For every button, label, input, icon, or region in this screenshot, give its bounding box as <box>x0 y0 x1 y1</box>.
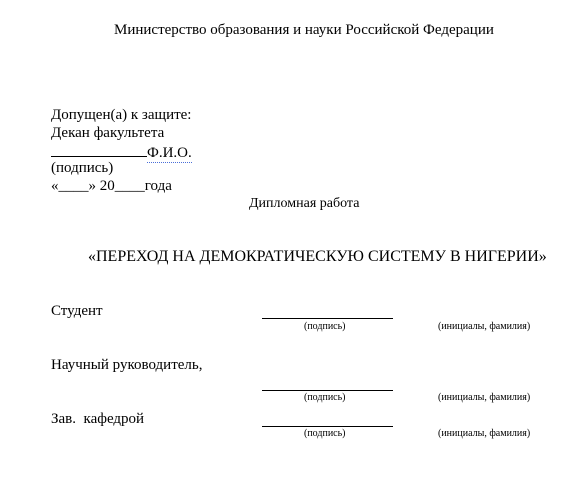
head-signature-line <box>262 426 393 427</box>
dean-name-line <box>51 143 192 161</box>
document-type: Дипломная работа <box>249 196 360 211</box>
head-name-caption: (инициалы, фамилия) <box>438 428 531 439</box>
supervisor-signature-caption: (подпись) <box>304 392 346 403</box>
student-name-caption: (инициалы, фамилия) <box>438 321 531 332</box>
ministry-header: Министерство образования и науки Российской Федерации <box>114 22 494 38</box>
student-signature-caption: (подпись) <box>304 321 346 332</box>
admitted-label: Допущен(а) к защите: <box>51 107 192 123</box>
student-signature-line <box>262 318 393 319</box>
dean-signature-blank <box>51 143 147 157</box>
document-title: «ПЕРЕХОД НА ДЕМОКРАТИЧЕСКУЮ СИСТЕМУ В НИГЕРИИ» <box>88 248 547 265</box>
dean-label: Декан факультета <box>51 125 165 141</box>
student-label: Студент <box>51 303 103 319</box>
supervisor-signature-line <box>262 390 393 391</box>
head-signature-caption: (подпись) <box>304 428 346 439</box>
supervisor-label: Научный руководитель, <box>51 357 203 373</box>
dean-name: Ф.И.О. <box>147 145 192 161</box>
date-line: «____» 20____года <box>51 178 172 194</box>
head-of-department-label: Зав. кафедрой <box>51 411 145 427</box>
dean-signature-label: (подпись) <box>51 160 114 176</box>
supervisor-name-caption: (инициалы, фамилия) <box>438 392 531 403</box>
